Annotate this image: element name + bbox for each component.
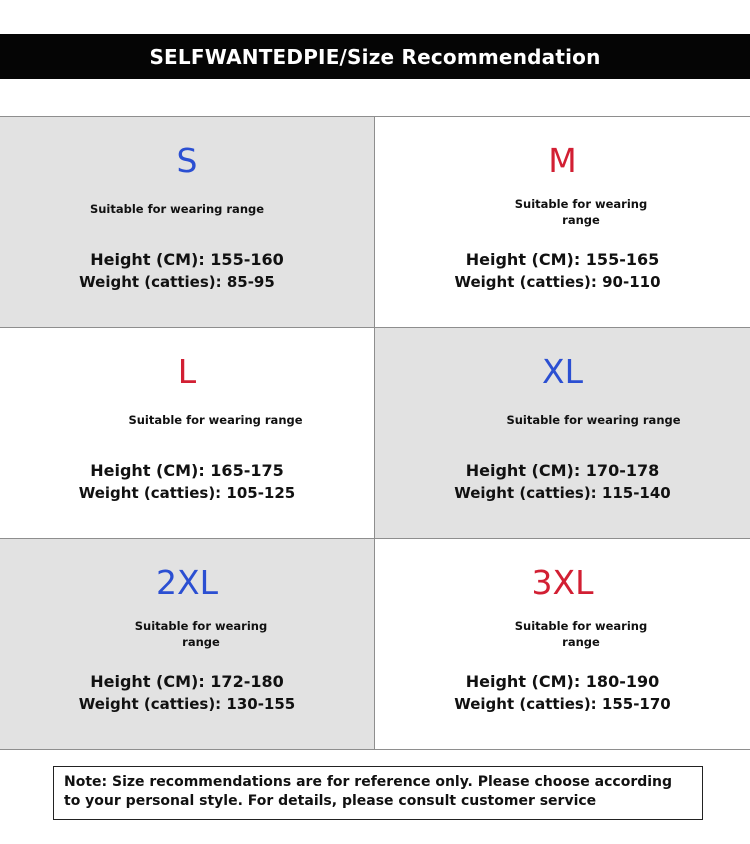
page-title: SELFWANTEDPIE/Size Recommendation	[149, 44, 601, 69]
size-stats	[0, 460, 374, 504]
size-grid	[0, 116, 750, 750]
size-stats	[375, 249, 750, 293]
size-label: 3XL	[531, 563, 594, 602]
size-card-xl	[375, 328, 750, 539]
range-label: Suitable for wearing range	[89, 202, 265, 216]
range-label: Suitable for wearing range	[506, 413, 681, 427]
size-stats	[0, 671, 374, 715]
range-label: Suitable for wearing range	[134, 619, 268, 649]
size-label: S	[176, 141, 198, 180]
range-label: Suitable for wearing range	[128, 413, 303, 427]
size-label: L	[177, 352, 197, 391]
size-label: M	[548, 141, 577, 180]
size-card-l	[0, 328, 375, 539]
size-card-2xl	[0, 539, 375, 749]
height-range: Height (CM): 170-178	[465, 461, 660, 480]
range-label: Suitable for wearing range	[514, 619, 648, 649]
size-card-3xl	[375, 539, 750, 749]
size-card-s	[0, 117, 375, 328]
weight-range: Weight (catties): 115-140	[454, 484, 671, 502]
title-banner	[0, 34, 750, 79]
weight-range: Weight (catties): 130-155	[78, 695, 296, 713]
weight-range: Weight (catties): 90-110	[454, 273, 661, 291]
size-label: 2XL	[156, 563, 218, 602]
size-stats	[375, 460, 750, 504]
height-range: Height (CM): 155-165	[465, 250, 660, 269]
weight-range: Weight (catties): 155-170	[454, 695, 671, 713]
weight-range: Weight (catties): 105-125	[78, 484, 296, 502]
size-label: XL	[542, 352, 583, 391]
disclaimer-note: Note: Size recommendations are for reference only. Please choose according to your personal style. For details, please consult customer service	[53, 766, 703, 820]
height-range: Height (CM): 165-175	[90, 461, 284, 480]
size-stats	[0, 249, 374, 293]
height-range: Height (CM): 172-180	[90, 672, 284, 691]
height-range: Height (CM): 155-160	[90, 250, 284, 269]
weight-range: Weight (catties): 85-95	[79, 273, 275, 291]
height-range: Height (CM): 180-190	[465, 672, 660, 691]
size-card-m	[375, 117, 750, 328]
range-label: Suitable for wearing range	[514, 197, 648, 227]
size-stats	[375, 671, 750, 715]
